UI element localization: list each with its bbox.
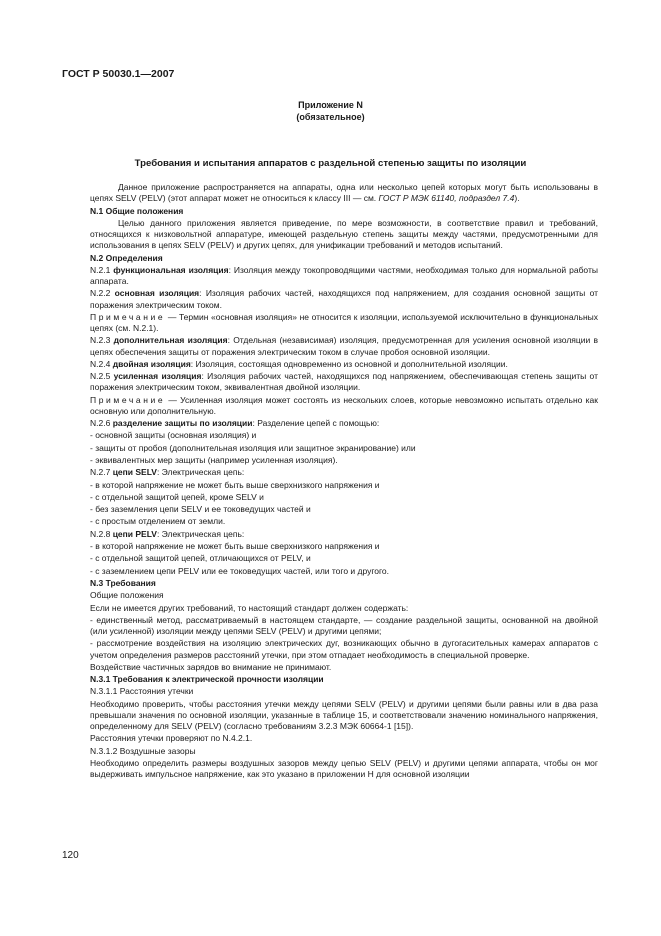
defined-term: усиленная изоляция <box>113 371 202 382</box>
document-body <box>90 182 598 782</box>
list-item: - эквивалентных мер защиты (например усиленная изоляция). <box>90 454 338 465</box>
definition: N.2.3 дополнительная изоляция: Отдельная (независимая) изоляция, предусмотренная для усиления основной изоляции в цепях обеспечения защиты от поражения электрическим током в случае пробоя основной изоляции. <box>90 335 598 357</box>
definition: N.2.4 двойная изоляция: Изоляция, состоящая одновременно из основной и дополнительной изоляции. <box>90 358 508 369</box>
note-label: Примечание <box>90 394 166 405</box>
list-item: - в которой напряжение не может быть выше сверхнизкого напряжения и <box>90 479 380 490</box>
paragraph: Целью данного приложения является приведение, по мере возможности, в соответствие правил и требований, относящихся к низковольтной аппаратуре, имеющей раздельную степень защиты между частями, предусмотренными для использования в цепях SELV (PELV) и других цепях, для унификации требований и методов испытаний. <box>90 217 598 251</box>
subsection-heading: N.3.1.2 Воздушные зазоры <box>90 745 196 756</box>
section-heading: N.3.1 Требования к электрической прочности изоляции <box>90 674 324 685</box>
subsection-heading: N.3.1.1 Расстояния утечки <box>90 686 194 697</box>
defined-term: цепи PELV <box>112 528 157 539</box>
note: Примечание — Термин «основная изоляция» не относится к изоляции, используемой исключительно в функциональных цепях (см. N.2.1). <box>90 311 598 333</box>
list-item: - с отдельной защитой цепей, кроме SELV и <box>90 491 264 502</box>
paragraph: Необходимо проверить, чтобы расстояния утечки между цепями SELV (PELV) и другими цепями были равны или в два раза превышали значения по основной изоляции, указанные в таблице 15, и соответствовали значению номинального напряжения, определенному для SELV (PELV) (согласно требованиям 3.2.3 МЭК 60664-1 [15]). <box>90 698 598 732</box>
definition: N.2.1 функциональная изоляция: Изоляция между токопроводящими частями, необходимая только для нормальной работы аппарата. <box>90 264 598 286</box>
paragraph: Общие положения <box>90 590 164 601</box>
paragraph: Воздействие частичных зарядов во внимание не принимают. <box>90 661 332 672</box>
list-item: - с отдельной защитой цепей, отличающихся от PELV, и <box>90 553 311 564</box>
defined-term: дополнительная изоляция <box>113 335 228 346</box>
standard-header: ГОСТ Р 50030.1—2007 <box>62 68 175 80</box>
page-number: 120 <box>62 850 79 861</box>
definition: N.2.7 цепи SELV: Электрическая цепь: <box>90 467 245 478</box>
defined-term: цепи SELV <box>112 467 157 478</box>
intro-paragraph: Данное приложение распространяется на аппараты, одна или несколько цепей которых могут быть использованы в цепях SELV (PELV) (этот аппарат может не относиться к классу III — см. ГОСТ Р МЭК 61140, подраздел 7.4). <box>90 182 598 204</box>
defined-term: основная изоляция <box>114 288 200 299</box>
list-item: - защиты от пробоя (дополнительная изоляция или защитное экранирование) или <box>90 442 416 453</box>
section-heading: N.3 Требования <box>90 577 156 588</box>
note-label: Примечание <box>90 311 166 322</box>
paragraph: Если не имеется других требований, то настоящий стандарт должен содержать: <box>90 602 409 613</box>
standard-reference: ГОСТ Р МЭК 61140, подраздел 7.4 <box>378 193 515 204</box>
list-item: - основной защиты (основная изоляция) и <box>90 430 257 441</box>
definition: N.2.6 разделение защиты по изоляции: Разделение цепей с помощью: <box>90 418 380 429</box>
paragraph: - единственный метод, рассматриваемый в настоящем стандарте, — создание раздельной защиты, основанной на двойной (или усиленной) изоляции между цепями SELV (PELV) и другими цепями; <box>90 614 598 637</box>
paragraph: Необходимо определить размеры воздушных зазоров между цепью SELV (PELV) и другими цепями аппарата, чтобы он мог выдерживать импульсное напряжение, как это указано в приложении Н для основной изоляции <box>90 758 598 780</box>
definition: N.2.8 цепи PELV: Электрическая цепь: <box>90 528 245 539</box>
list-item: - без заземления цепи SELV и ее токоведущих частей и <box>90 504 311 515</box>
section-heading: N.2 Определения <box>90 252 163 263</box>
defined-term: разделение защиты по изоляции <box>112 418 253 429</box>
definition: N.2.2 основная изоляция: Изоляция рабочих частей, находящихся под напряжением, для создания основной защиты от поражения электрическим током. <box>90 288 598 310</box>
appendix-title: Требования и испытания аппаратов с раздельной степенью защиты по изоляции <box>134 158 527 169</box>
appendix-name: Приложение N <box>298 100 363 110</box>
list-item: - в которой напряжение не может быть выше сверхнизкого напряжения и <box>90 541 380 552</box>
section-heading: N.1 Общие положения <box>90 205 184 216</box>
paragraph: - рассмотрение воздействия на изоляцию электрических дуг, возникающих обычно в дугогасительных камерах аппаратов с учетом определения размеров расстояний утечки, при этом отпадает необходимость в специальной проверке. <box>90 638 598 660</box>
list-item: - с заземлением цепи PELV или ее токоведущих частей, или того и другого. <box>90 565 390 576</box>
appendix-status: (обязательное) <box>296 112 365 122</box>
definition: N.2.5 усиленная изоляция: Изоляция рабочих частей, находящихся под напряжением, обеспечивающая степень защиты от поражения электрическим током, эквивалентная двойной изоляции. <box>90 371 598 393</box>
defined-term: функциональная изоляция <box>113 264 229 275</box>
list-item: - с простым отделением от земли. <box>90 516 226 527</box>
paragraph: Расстояния утечки проверяют по N.4.2.1. <box>90 733 253 744</box>
note: Примечание — Усиленная изоляция может состоять из нескольких слоев, которые невозможно испытать отдельно как основную или дополнительную. <box>90 394 598 416</box>
defined-term: двойная изоляция <box>112 358 191 369</box>
